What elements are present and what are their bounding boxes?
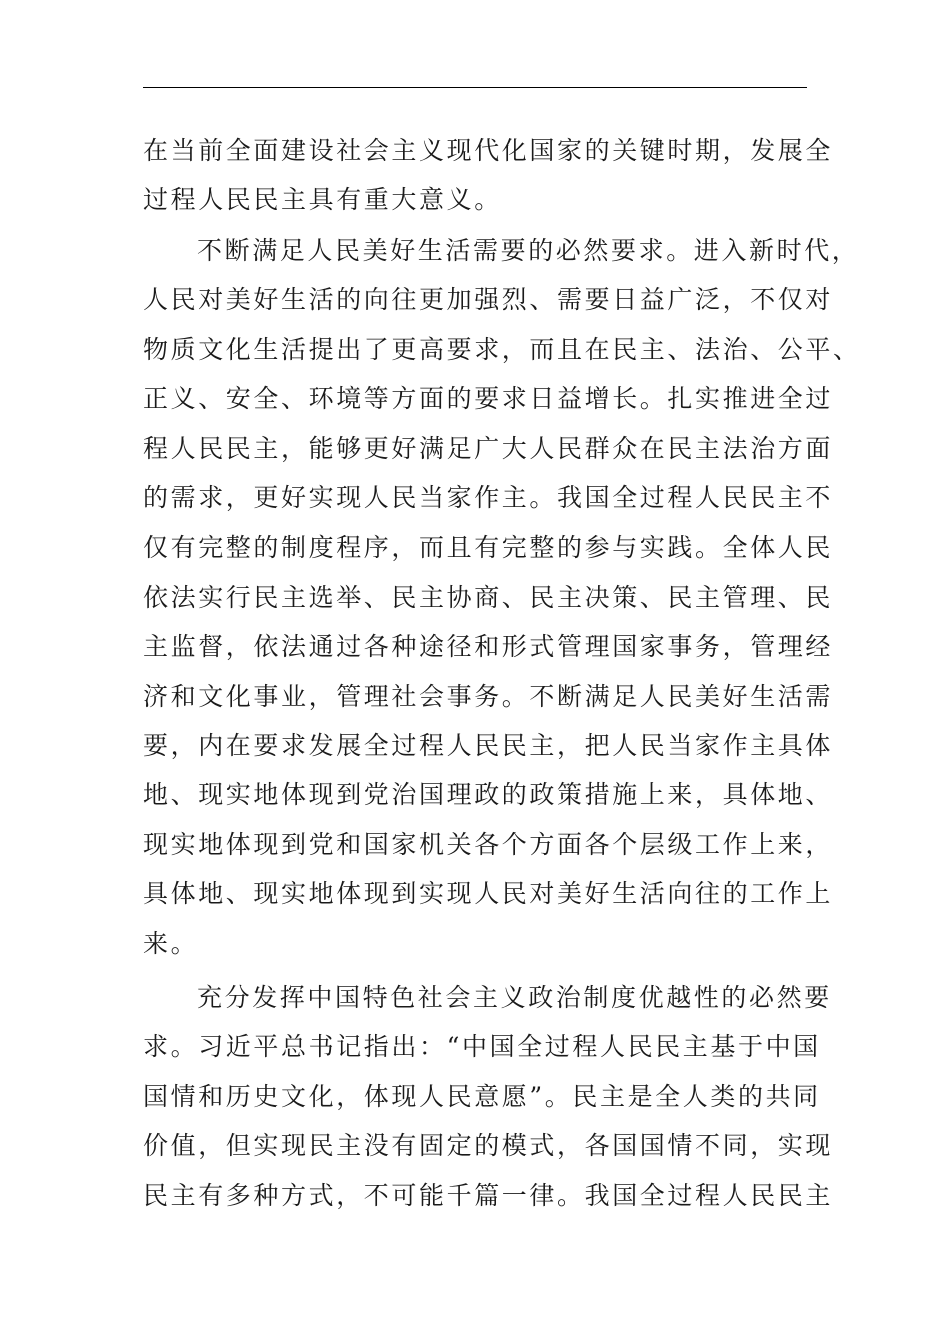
text-line: 人民对美好生活的向往更加强烈、需要日益广泛，不仅对 [143,285,834,314]
text-line: 依法实行民主选举、民主协商、民主决策、民主管理、民 [143,583,834,612]
text-line: 济和文化事业，管理社会事务。不断满足人民美好生活需 [143,682,834,711]
text-line: 主监督，依法通过各种途径和形式管理国家事务，管理经 [143,632,834,661]
text-line: 在当前全面建设社会主义现代化国家的关键时期，发展全 [143,136,834,165]
text-line: 过程人民民主具有重大意义。 [143,185,502,214]
text-line: 仅有完整的制度程序，而且有完整的参与实践。全体人民 [143,533,834,562]
text-line: 求。习近平总书记指出：“中国全过程人民民主基于中国 [143,1032,821,1061]
text-line: 程人民民主，能够更好满足广大人民群众在民主法治方面 [143,434,834,463]
text-line: 正义、安全、环境等方面的要求日益增长。扎实推进全过 [143,384,834,413]
text-line: 现实地体现到党和国家机关各个方面各个层级工作上来， [143,830,834,859]
text-line: 要，内在要求发展全过程人民民主，把人民当家作主具体 [143,731,834,760]
paragraph-first-line: 充分发挥中国特色社会主义政治制度优越性的必然要 [197,983,832,1012]
text-line: 的需求，更好实现人民当家作主。我国全过程人民民主不 [143,483,834,512]
text-line: 来。 [143,929,199,958]
text-line: 国情和历史文化，体现人民意愿”。民主是全人类的共同 [143,1082,821,1111]
paragraph-first-line: 不断满足人民美好生活需要的必然要求。进入新时代， [197,236,860,265]
text-line: 民主有多种方式，不可能千篇一律。我国全过程人民民主 [143,1181,834,1210]
text-line: 价值，但实现民主没有固定的模式，各国国情不同，实现 [143,1131,834,1160]
text-line: 地、现实地体现到党治国理政的政策措施上来，具体地、 [143,780,834,809]
text-line: 具体地、现实地体现到实现人民对美好生活向往的工作上 [143,879,834,908]
text-line: 物质文化生活提出了更高要求，而且在民主、法治、公平、 [143,335,861,364]
